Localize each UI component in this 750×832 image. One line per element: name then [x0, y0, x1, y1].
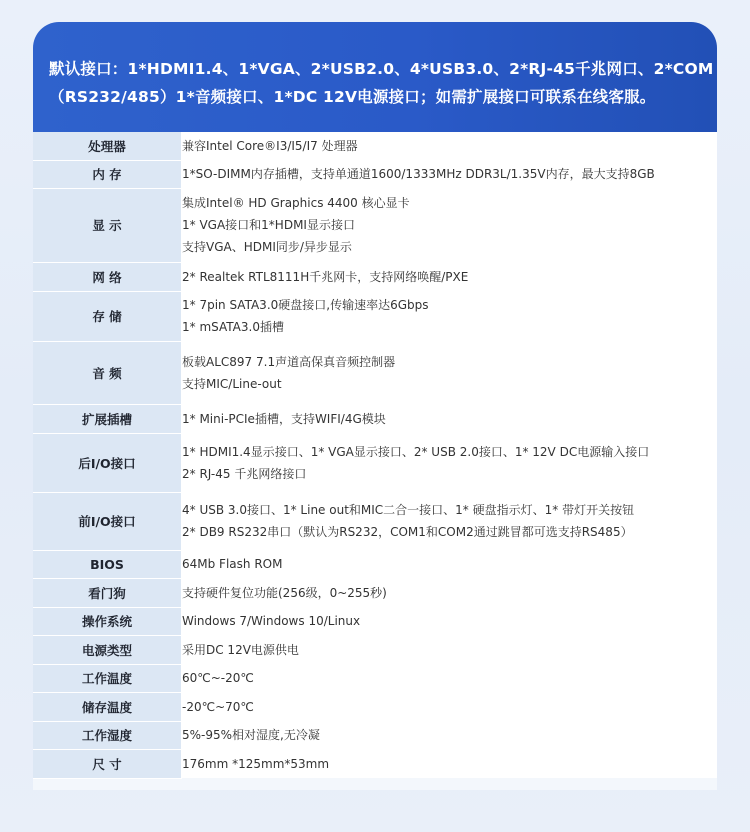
- spec-row: [33, 132, 717, 160]
- spec-value: [182, 433, 718, 492]
- spec-label: BIOS: [33, 550, 182, 578]
- spec-value: [182, 341, 718, 404]
- spec-label: 音 频: [33, 341, 182, 404]
- spec-value: [182, 404, 718, 433]
- spec-value-line: 采用DC 12V电源供电: [182, 642, 299, 657]
- spec-value: [182, 492, 718, 550]
- spec-value: [182, 262, 718, 291]
- spec-value-line: 支持VGA、HDMI同步/异步显示: [182, 240, 352, 254]
- interface-banner: [33, 22, 717, 132]
- spec-value-line: 60℃~-20℃: [182, 671, 254, 685]
- spec-value: [182, 635, 718, 664]
- spec-value: [182, 550, 718, 578]
- spec-row: [33, 188, 717, 262]
- spec-label: 显 示: [33, 188, 182, 262]
- banner-line-2: （RS232/485）1*音频接口、1*DC 12V电源接口；如需扩展接口可联系在线客服。: [49, 88, 656, 106]
- spec-row: [33, 492, 717, 550]
- spec-label: 看门狗: [33, 578, 182, 607]
- spec-value-line: Windows 7/Windows 10/Linux: [182, 614, 361, 628]
- spec-row: [33, 341, 717, 404]
- spec-value-line: 2* DB9 RS232串口（默认为RS232，COM1和COM2通过跳冒都可选支持RS485）: [182, 525, 633, 539]
- spec-value: [182, 749, 718, 778]
- spec-value: [182, 692, 718, 721]
- spec-row: [33, 404, 717, 433]
- spec-card: [33, 22, 717, 790]
- spec-row: [33, 607, 717, 635]
- spec-value-line: 1*SO-DIMM内存插槽，支持单通道1600/1333MHz DDR3L/1.35V内存，最大支持8GB: [182, 167, 655, 181]
- spec-value-line: 64Mb Flash ROM: [182, 557, 283, 571]
- spec-value-line: 1* HDMI1.4显示接口、1* VGA显示接口、2* USB 2.0接口、1* 12V DC电源输入接口: [182, 444, 650, 459]
- spec-value-line: 板载ALC897 7.1声道高保真音频控制器: [182, 354, 396, 369]
- spec-value: [182, 721, 718, 749]
- spec-value: [182, 291, 718, 341]
- spec-row: [33, 160, 717, 188]
- spec-value-line: 4* USB 3.0接口、1* Line out和MIC二合一接口、1* 硬盘指示灯、1* 带灯开关按钮: [182, 503, 635, 517]
- spec-value-line: 1* VGA接口和1*HDMI显示接口: [182, 218, 355, 232]
- spec-value-line: 支持硬件复位功能(256级，0~255秒): [182, 585, 387, 600]
- spec-label: 扩展插槽: [33, 404, 182, 433]
- spec-value-line: 1* mSATA3.0插槽: [182, 320, 284, 334]
- spec-value-line: -20℃~70℃: [182, 699, 254, 714]
- spec-row: [33, 692, 717, 721]
- banner-line-1: 默认接口：1*HDMI1.4、1*VGA、2*USB2.0、4*USB3.0、2*RJ-45千兆网口、2*COM: [49, 60, 714, 78]
- spec-value-line: 支持MIC/Line-out: [182, 376, 282, 391]
- spec-value: [182, 664, 718, 692]
- spec-label: 处理器: [33, 132, 182, 160]
- spec-label: 工作温度: [33, 664, 182, 692]
- spec-row: [33, 433, 717, 492]
- spec-label: 后I/O接口: [33, 433, 182, 492]
- spec-value-line: 176mm *125mm*53mm: [182, 756, 330, 771]
- spec-value: [182, 160, 718, 188]
- spec-row: [33, 578, 717, 607]
- spec-row: [33, 635, 717, 664]
- spec-value-line: 兼容Intel Core®I3/I5/I7 处理器: [182, 138, 358, 153]
- spec-value: [182, 607, 718, 635]
- spec-label: 电源类型: [33, 635, 182, 664]
- spec-label: 存 储: [33, 291, 182, 341]
- spec-label: 尺 寸: [33, 749, 182, 778]
- spec-value-line: 集成Intel® HD Graphics 4400 核心显卡: [182, 196, 410, 210]
- spec-value: [182, 132, 718, 160]
- spec-row: [33, 291, 717, 341]
- spec-label: 操作系统: [33, 607, 182, 635]
- spec-row: [33, 749, 717, 778]
- spec-value-line: 5%-95%相对湿度,无冷凝: [182, 728, 320, 742]
- spec-label: 前I/O接口: [33, 492, 182, 550]
- spec-value-line: 1* Mini-PCIe插槽，支持WIFI/4G模块: [182, 411, 386, 426]
- spec-label: 储存温度: [33, 692, 182, 721]
- spec-value: [182, 188, 718, 262]
- spec-label: 工作湿度: [33, 721, 182, 749]
- spec-value-line: 2* Realtek RTL8111H千兆网卡，支持网络唤醒/PXE: [182, 269, 469, 284]
- spec-value: [182, 578, 718, 607]
- spec-table: [33, 132, 717, 779]
- spec-value-line: 1* 7pin SATA3.0硬盘接口,传输速率达6Gbps: [182, 298, 429, 312]
- spec-label: 网 络: [33, 262, 182, 291]
- spec-row: [33, 262, 717, 291]
- spec-row: [33, 550, 717, 578]
- spec-label: 内 存: [33, 160, 182, 188]
- spec-row: [33, 721, 717, 749]
- spec-row: [33, 664, 717, 692]
- spec-value-line: 2* RJ-45 千兆网络接口: [182, 466, 307, 481]
